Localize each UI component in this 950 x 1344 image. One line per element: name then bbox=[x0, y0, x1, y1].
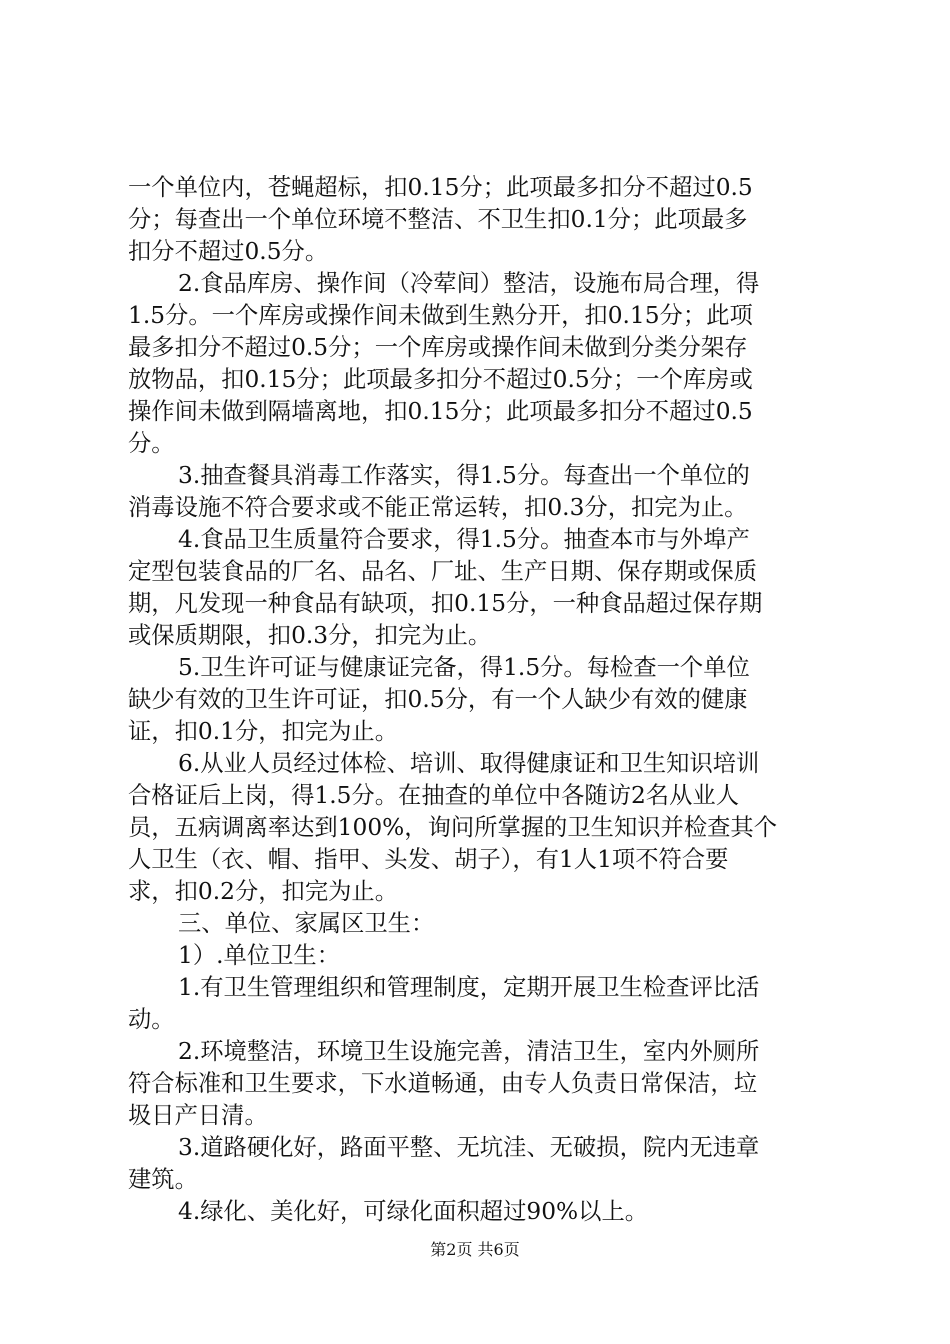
text-line: 操作间未做到隔墙离地，扣0.15分；此项最多扣分不超过0.5 bbox=[128, 398, 753, 425]
text-line: 期，凡发现一种食品有缺项，扣0.15分，一种食品超过保存期 bbox=[128, 590, 763, 617]
text-line: 员，五病调离率达到100%，询问所掌握的卫生知识并检查其个 bbox=[128, 814, 778, 841]
text-line: 求，扣0.2分，扣完为止。 bbox=[128, 878, 399, 905]
page-number-footer: 第2页 共6页 bbox=[430, 1240, 520, 1259]
text-line: 证，扣0.1分，扣完为止。 bbox=[128, 718, 399, 745]
text-line: 2.食品库房、操作间（冷荤间）整洁，设施布局合理，得 bbox=[178, 270, 760, 297]
text-line: 人卫生（衣、帽、指甲、头发、胡子），有1人1项不符合要 bbox=[128, 846, 729, 873]
text-line: 3.道路硬化好，路面平整、无坑洼、无破损，院内无违章 bbox=[178, 1134, 760, 1161]
text-line: 分。 bbox=[128, 430, 175, 457]
text-line: 放物品，扣0.15分；此项最多扣分不超过0.5分；一个库房或 bbox=[128, 366, 753, 393]
text-line: 分；每查出一个单位环境不整洁、不卫生扣0.1分；此项最多 bbox=[128, 206, 748, 233]
section-heading: 三、单位、家属区卫生： bbox=[178, 910, 435, 937]
text-line: 缺少有效的卫生许可证，扣0.5分，有一个人缺少有效的健康 bbox=[128, 686, 748, 713]
text-line: 5.卫生许可证与健康证完备，得1.5分。每检查一个单位 bbox=[178, 654, 750, 681]
text-line: 2.环境整洁，环境卫生设施完善，清洁卫生，室内外厕所 bbox=[178, 1038, 760, 1065]
text-line: 4.食品卫生质量符合要求，得1.5分。抽查本市与外埠产 bbox=[178, 526, 750, 553]
text-line: 消毒设施不符合要求或不能正常运转，扣0.3分，扣完为止。 bbox=[128, 494, 748, 521]
text-line: 1.5分。一个库房或操作间未做到生熟分开，扣0.15分；此项 bbox=[128, 302, 753, 329]
text-line: 定型包装食品的厂名、品名、厂址、生产日期、保存期或保质 bbox=[128, 558, 758, 585]
text-line: 一个单位内，苍蝇超标，扣0.15分；此项最多扣分不超过0.5 bbox=[128, 174, 753, 201]
text-line: 3.抽查餐具消毒工作落实，得1.5分。每查出一个单位的 bbox=[178, 462, 750, 489]
text-line: 圾日产日清。 bbox=[128, 1102, 268, 1129]
text-line: 最多扣分不超过0.5分；一个库房或操作间未做到分类分架存 bbox=[128, 334, 748, 361]
text-line: 4.绿化、美化好，可绿化面积超过90%以上。 bbox=[178, 1198, 649, 1225]
text-line: 6.从业人员经过体检、培训、取得健康证和卫生知识培训 bbox=[178, 750, 760, 777]
text-line: 建筑。 bbox=[128, 1166, 198, 1193]
text-line: 动。 bbox=[128, 1006, 175, 1033]
text-line: 合格证后上岗，得1.5分。在抽查的单位中各随访2名从业人 bbox=[128, 782, 739, 809]
text-line: 1.有卫生管理组织和管理制度，定期开展卫生检查评比活 bbox=[178, 974, 760, 1001]
text-line: 或保质期限，扣0.3分，扣完为止。 bbox=[128, 622, 492, 649]
subsection-heading: 1）.单位卫生： bbox=[178, 942, 341, 969]
document-body bbox=[128, 172, 834, 1228]
text-line: 扣分不超过0.5分。 bbox=[128, 238, 329, 265]
text-line: 符合标准和卫生要求，下水道畅通，由专人负责日常保洁，垃 bbox=[128, 1070, 758, 1097]
